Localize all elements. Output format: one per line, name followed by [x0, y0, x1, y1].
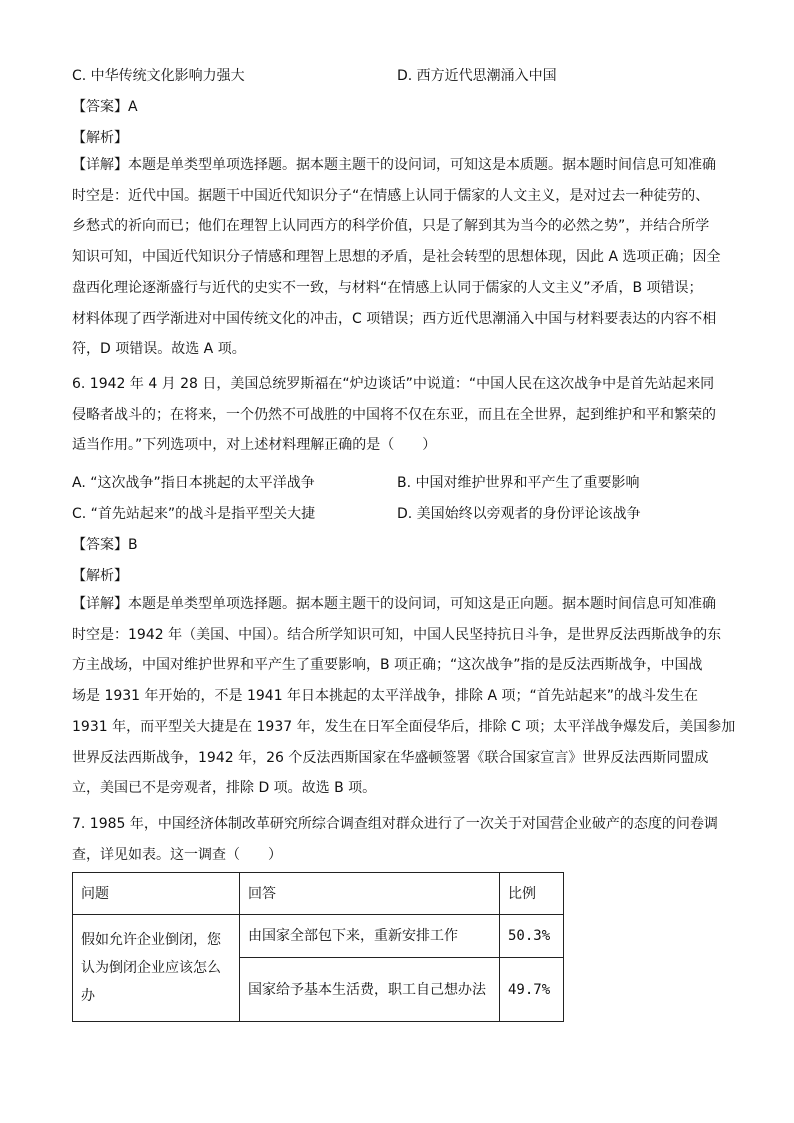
q5-detail-line: 符，D 项错误。故选 A 项。: [72, 341, 246, 358]
survey-table: [72, 872, 564, 1022]
q6-detail-line: 时空是：1942 年（美国、中国）。结合所学知识可知，中国人民坚持抗日斗争，是世界反法西斯战争的东: [72, 626, 722, 643]
q6-option-d: D. 美国始终以旁观者的身份评论该战争: [397, 506, 641, 522]
q6-detail-line: 【详解】本题是单类型单项选择题。据本题主题干的设问词，可知这是正向题。据本题时间信息可知准确: [72, 596, 716, 612]
q6-option-c: C. “首先站起来”的战斗是指平型关大捷: [72, 506, 316, 522]
q6-stem: [72, 369, 722, 461]
q6-stem-line: 侵略者战斗的；在将来，一个仍然不可战胜的中国将不仅在东亚，而且在全世界，起到维护和平和繁荣的: [72, 406, 716, 423]
q7-stem-line: 7. 1985 年，中国经济体制改革研究所综合调查组对群众进行了一次关于对国营企业破产的态度的问卷调: [72, 816, 718, 832]
header-question: 问题: [73, 873, 240, 915]
q6-answer: 【答案】B: [72, 537, 138, 553]
ratio-cell: 50.3%: [500, 915, 564, 958]
header-ratio: 比例: [500, 873, 564, 915]
q6-detail: [72, 589, 736, 804]
q6-option-b: B. 中国对维护世界和平产生了重要影响: [397, 475, 640, 491]
q5-detail-line: 知识可知，中国近代知识分子情感和理智上思想的矛盾，是社会转型的思想体现，因此 A 选项正确；因全: [72, 249, 721, 266]
q5-detail: [72, 150, 722, 365]
q6-option-a: A. “这次战争”指日本挑起的太平洋战争: [72, 475, 315, 491]
q6-stem-line: 6. 1942 年 4 月 28 日，美国总统罗斯福在“炉边谈话”中说道：“中国人民在这次战争中是首先站起来同: [72, 376, 715, 392]
q7-stem: [72, 809, 722, 870]
q5-option-d: D. 西方近代思潮涌入中国: [397, 68, 557, 84]
q5-analysis-label: 【解析】: [72, 130, 128, 146]
q6-stem-line: 适当作用。”下列选项中，对上述材料理解正确的是（ ）: [72, 437, 437, 454]
q5-detail-line: 材料体现了西学渐进对中国传统文化的冲击，C 项错误；西方近代思潮涌入中国与材料要表达的内容不相: [72, 310, 717, 327]
header-answer: 回答: [240, 873, 500, 915]
q5-detail-line: 【详解】本题是单类型单项选择题。据本题主题干的设问词，可知这是本质题。据本题时间信息可知准确: [72, 157, 716, 173]
table-header-row: [73, 873, 564, 915]
q5-option-c: C. 中华传统文化影响力强大: [72, 68, 245, 84]
q6-detail-line: 世界反法西斯战争，1942 年，26 个反法西斯国家在华盛顿签署《联合国家宣言》世界反法西斯同盟成: [72, 749, 709, 766]
q5-detail-line: 盘西化理论逐渐盛行与近代的史实不一致，与材料“在情感上认同于儒家的人文主义”矛盾，B 项错误；: [72, 279, 703, 296]
q6-detail-line: 场是 1931 年开始的，不是 1941 年日本挑起的太平洋战争，排除 A 项；“首先站起来”的战斗发生在: [72, 688, 699, 705]
table-row: [73, 915, 564, 958]
q5-detail-line: 乡愁式的祈向而已；他们在理智上认同西方的科学价值，只是了解到其为当今的必然之势”，并结合所学: [72, 218, 710, 235]
q6-detail-line: 方主战场，中国对维护世界和平产生了重要影响，B 项正确；“这次战争”指的是反法西斯战争，中国战: [72, 657, 703, 674]
ratio-cell: 49.7%: [500, 958, 564, 1022]
q5-detail-line: 时空是：近代中国。据题干中国近代知识分子“在情感上认同于儒家的人文主义，是对过去一种徒劳的、: [72, 187, 710, 204]
q6-detail-line: 立，美国已不是旁观者，排除 D 项。故选 B 项。: [72, 780, 377, 797]
answer-cell: 由国家全部包下来，重新安排工作: [240, 915, 500, 958]
answer-cell: 国家给予基本生活费，职工自己想办法: [240, 958, 500, 1022]
q7-stem-line: 查，详见如表。这一调查（ ）: [72, 846, 282, 863]
q6-detail-line: 1931 年，而平型关大捷是在 1937 年，发生在日军全面侵华后，排除 C 项；太平洋战争爆发后，美国参加: [72, 718, 736, 735]
question-cell: 假如允许企业倒闭，您认为倒闭企业应该怎么办: [73, 915, 240, 1022]
q6-analysis-label: 【解析】: [72, 568, 128, 584]
q5-answer: 【答案】A: [72, 99, 138, 115]
